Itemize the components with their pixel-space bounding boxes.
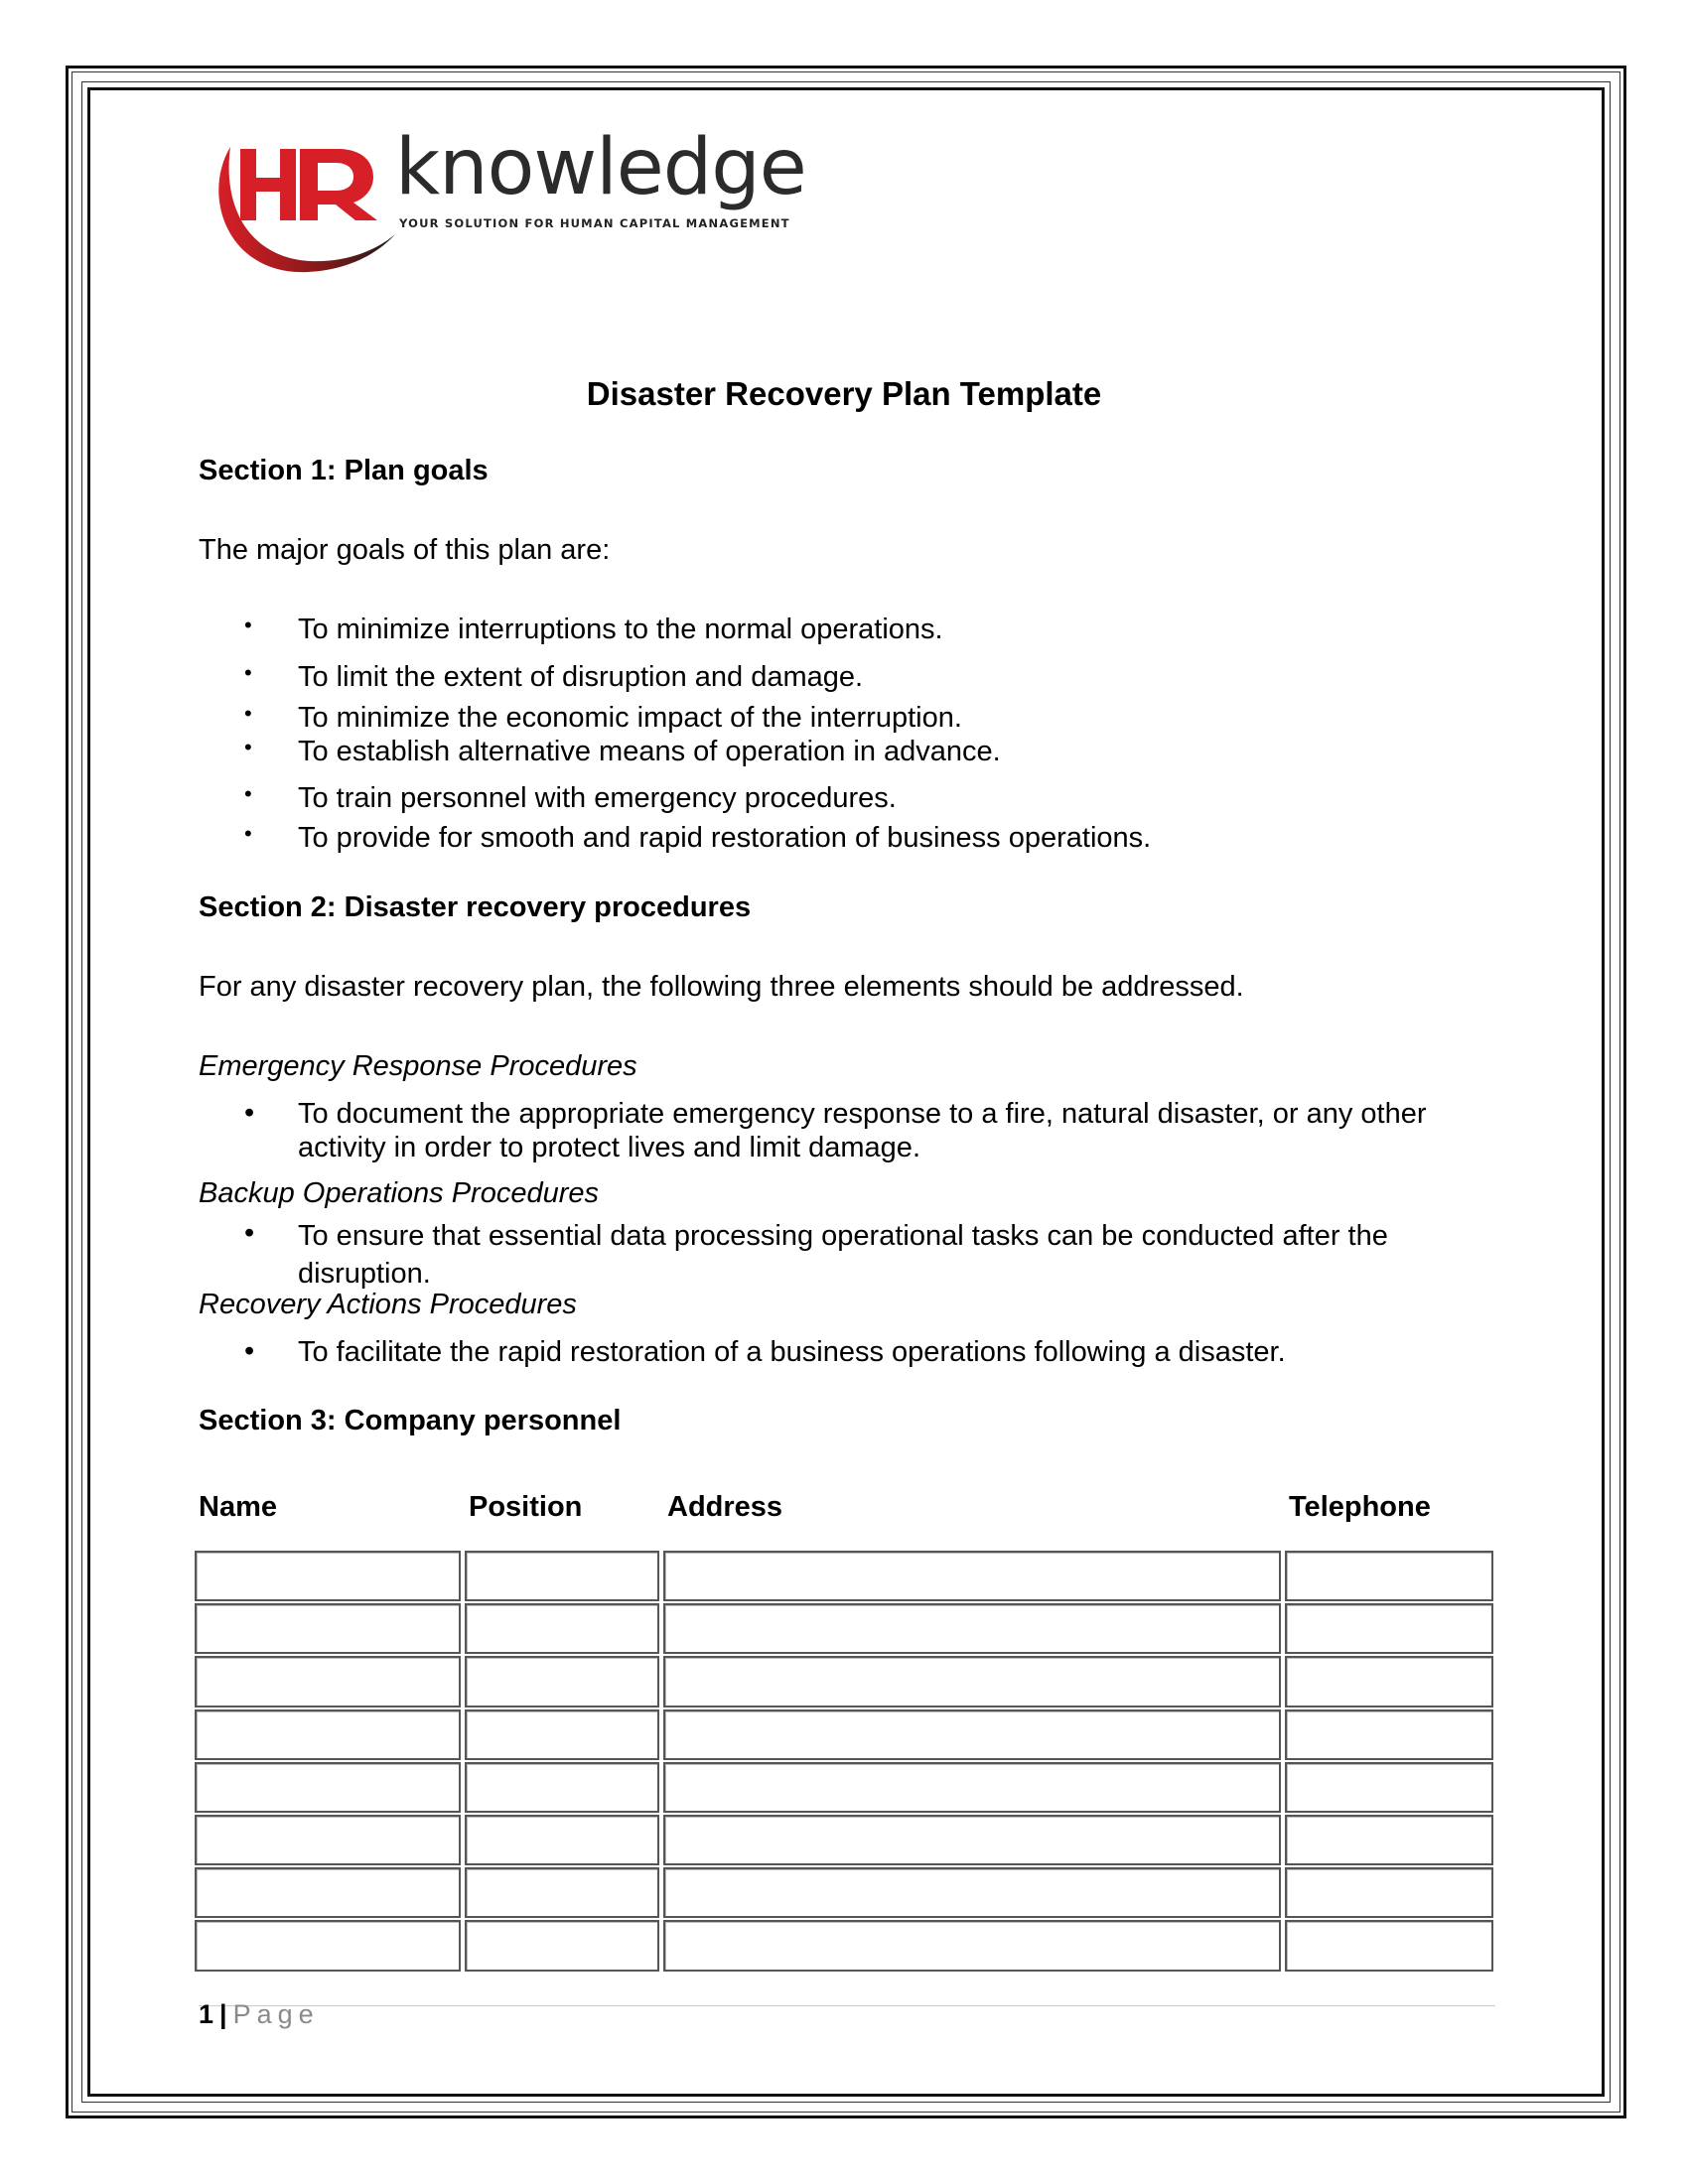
bullet-text: To limit the extent of disruption and damage. [298, 661, 864, 693]
table-cell[interactable] [663, 1762, 1281, 1813]
table-cell[interactable] [465, 1656, 659, 1706]
bullet-text: To facilitate the rapid restoration of a business operations following a disaster. [298, 1336, 1286, 1368]
bullet-text: To ensure that essential data processing operational tasks can be conducted after the disruption. [298, 1220, 1388, 1290]
table-cell[interactable] [1285, 1656, 1493, 1706]
page-number: 1 [199, 1999, 214, 2029]
column-header-name: Name [199, 1491, 277, 1523]
logo-wordmark: knowledge [395, 123, 806, 212]
bullet-icon: • [244, 613, 252, 637]
table-cell[interactable] [663, 1709, 1281, 1760]
table-cell[interactable] [663, 1656, 1281, 1706]
table-cell[interactable] [195, 1603, 461, 1654]
bullet-icon: • [244, 1335, 255, 1367]
section2-heading: Section 2: Disaster recovery procedures [199, 891, 752, 923]
bullet-text: To establish alternative means of operation in advance. [298, 736, 1001, 767]
table-cell[interactable] [465, 1867, 659, 1918]
table-cell[interactable] [663, 1551, 1281, 1601]
footer-rule [199, 2005, 1495, 2006]
table-cell[interactable] [465, 1551, 659, 1601]
table-cell[interactable] [1285, 1920, 1493, 1971]
section1-intro: The major goals of this plan are: [199, 534, 611, 566]
table-cell[interactable] [465, 1709, 659, 1760]
bullet-text: To minimize interruptions to the normal operations. [298, 614, 943, 645]
page-label: Page [232, 1999, 320, 2029]
table-cell[interactable] [663, 1603, 1281, 1654]
table-cell[interactable] [465, 1815, 659, 1865]
table-cell[interactable] [195, 1656, 461, 1706]
table-cell[interactable] [195, 1867, 461, 1918]
table-cell[interactable] [663, 1920, 1281, 1971]
table-cell[interactable] [1285, 1762, 1493, 1813]
table-cell[interactable] [663, 1867, 1281, 1918]
table-cell[interactable] [195, 1815, 461, 1865]
table-cell[interactable] [195, 1551, 461, 1601]
table-cell[interactable] [195, 1762, 461, 1813]
table-cell[interactable] [195, 1920, 461, 1971]
document-title: Disaster Recovery Plan Template [586, 375, 1102, 412]
page-footer [199, 1999, 320, 2030]
table-cell[interactable] [465, 1920, 659, 1971]
page-separator: | [219, 1999, 227, 2029]
element-heading-emergency: Emergency Response Procedures [199, 1050, 637, 1082]
bullet-icon: • [244, 781, 252, 806]
element-heading-recovery: Recovery Actions Procedures [199, 1289, 577, 1320]
table-cell[interactable] [1285, 1867, 1493, 1918]
bullet-icon: • [244, 701, 252, 726]
table-cell[interactable] [1285, 1815, 1493, 1865]
personnel-table [195, 1551, 1495, 1974]
hr-knowledge-logo [209, 123, 806, 286]
column-header-position: Position [469, 1491, 583, 1523]
element-heading-backup: Backup Operations Procedures [199, 1177, 599, 1209]
logo-tagline: YOUR SOLUTION FOR HUMAN CAPITAL MANAGEMENT [399, 216, 790, 230]
table-cell[interactable] [1285, 1709, 1493, 1760]
bullet-icon: • [244, 660, 252, 685]
bullet-icon: • [244, 1097, 255, 1129]
bullet-text: To provide for smooth and rapid restoration of business operations. [298, 822, 1152, 854]
section3-heading: Section 3: Company personnel [199, 1405, 622, 1436]
table-cell[interactable] [465, 1603, 659, 1654]
section1-heading: Section 1: Plan goals [199, 455, 489, 486]
section2-intro: For any disaster recovery plan, the following three elements should be addressed. [199, 971, 1244, 1003]
bullet-text: To document the appropriate emergency response to a fire, natural disaster, or any other activity in order to protect lives and limit damage. [298, 1098, 1427, 1163]
column-header-address: Address [667, 1491, 783, 1523]
table-cell[interactable] [663, 1815, 1281, 1865]
bullet-icon: • [244, 735, 252, 759]
bullet-text: To train personnel with emergency procedures. [298, 782, 897, 814]
bullet-icon: • [244, 1217, 255, 1249]
bullet-icon: • [244, 821, 252, 846]
bullet-text: To minimize the economic impact of the interruption. [298, 702, 962, 734]
table-cell[interactable] [465, 1762, 659, 1813]
column-header-telephone: Telephone [1289, 1491, 1431, 1523]
table-cell[interactable] [195, 1709, 461, 1760]
table-cell[interactable] [1285, 1603, 1493, 1654]
table-cell[interactable] [1285, 1551, 1493, 1601]
